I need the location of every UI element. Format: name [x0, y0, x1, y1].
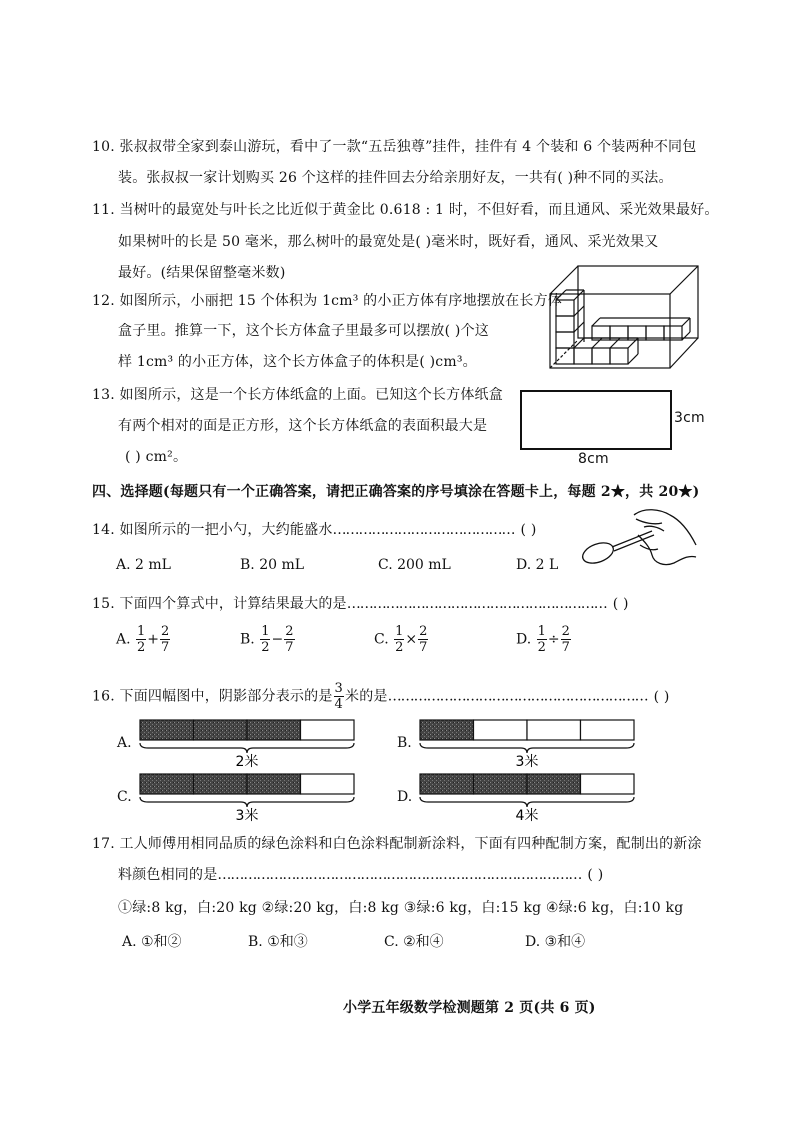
q14-stem-text: 14. 如图所示的一把小勺，大约能盛水	[92, 522, 333, 538]
empty-cell	[527, 720, 581, 740]
q15-option-d[interactable]	[516, 625, 572, 654]
q11-line3: 最好。(结果保留整毫米数)	[118, 265, 286, 281]
q16-bar-figures	[110, 714, 650, 824]
empty-cell	[301, 720, 355, 740]
q10-line1: 10. 张叔叔带全家到泰山游玩，看中了一款“五岳独尊”挂件，挂件有 4 个装和 6 个装两种不同包	[92, 139, 697, 155]
fraction-2: $\frac{2}{7}$	[419, 624, 428, 655]
q16-fraction: $\frac{3}{4}$	[334, 681, 343, 712]
empty-cell	[301, 774, 355, 794]
cuboid-box-figure	[546, 262, 702, 374]
operator: −	[271, 631, 284, 648]
q14-option-d[interactable]: D. 2 L	[516, 557, 559, 573]
shaded-cell	[194, 774, 248, 794]
shaded-cell	[420, 774, 474, 794]
q13-line2: 有两个相对的面是正方形，这个长方体纸盒的表面积最大是	[118, 418, 488, 434]
option-letter: A.	[116, 631, 131, 648]
q13-line1: 13. 如图所示，这是一个长方体纸盒的上面。已知这个长方体纸盒	[92, 387, 503, 403]
q17-answer-paren: ( )	[587, 867, 604, 883]
q17-line2-wrap	[118, 864, 603, 884]
empty-cell	[474, 720, 528, 740]
q14-option-a[interactable]: A. 2 mL	[116, 557, 171, 573]
q14-dots: ……………………………………	[332, 522, 515, 538]
shaded-cell	[194, 720, 248, 740]
length-label: 3米	[235, 808, 259, 824]
q12-line2: 盒子里。推算一下，这个长方体盒子里最多可以摆放( )个这	[118, 323, 489, 339]
q12-line1: 12. 如图所示，小丽把 15 个体积为 1cm³ 的小正方体有序地摆放在长方体	[92, 293, 562, 309]
length-brace	[420, 797, 634, 807]
shaded-cell	[420, 720, 474, 740]
q14-answer-paren: ( )	[520, 522, 537, 538]
q16-option-c[interactable]: C.	[117, 789, 132, 805]
q16-stem	[92, 682, 670, 711]
page-footer: 小学五年级数学检测题第 2 页(共 6 页)	[343, 1000, 596, 1016]
empty-cell	[581, 720, 635, 740]
q10-line2: 装。张叔叔一家计划购买 26 个这样的挂件回去分给亲朋好友，一共有( )种不同的买法。	[118, 170, 673, 186]
q17-line1: 17. 工人师傅用相同品质的绿色涂料和白色涂料配制新涂料，下面有四种配制方案，配制出的新涂	[92, 836, 702, 852]
q12-line3: 样 1cm³ 的小正方体，这个长方体盒子的体积是( )cm³。	[118, 354, 477, 370]
fraction-1: $\frac{1}{2}$	[537, 624, 546, 655]
operator: +	[147, 631, 160, 648]
q16-option-b[interactable]: B.	[397, 735, 412, 751]
q16-answer-paren: ( )	[653, 688, 670, 705]
q17-line2: 料颜色相同的是	[118, 867, 218, 883]
empty-cell	[581, 774, 635, 794]
q16-stem-post: 米的是	[345, 688, 388, 705]
shaded-cell	[474, 774, 528, 794]
q16-stem-pre: 16. 下面四幅图中，阴影部分表示的是	[92, 688, 333, 705]
length-brace	[140, 743, 354, 753]
fraction-2: $\frac{2}{7}$	[285, 624, 294, 655]
length-label: 4米	[515, 808, 539, 824]
q11-line2: 如果树叶的长是 50 毫米，那么树叶的最宽处是( )毫米时，既好看，通风、采光效果又	[118, 234, 659, 250]
option-letter: D.	[516, 631, 532, 648]
option-letter: C.	[374, 631, 389, 648]
q14-stem	[92, 519, 537, 539]
length-brace	[420, 743, 634, 753]
option-letter: B.	[240, 631, 255, 648]
q15-stem-text: 15. 下面四个算式中，计算结果最大的是	[92, 596, 347, 612]
q16-dots: ……………………………………………………	[387, 688, 648, 705]
q15-option-b[interactable]	[240, 625, 296, 654]
q16-option-a[interactable]: A.	[117, 735, 132, 751]
q17-option-b[interactable]: B. ①和③	[248, 934, 308, 950]
fraction-2: $\frac{2}{7}$	[561, 624, 570, 655]
shaded-cell	[247, 720, 301, 740]
spoon-in-hand-figure	[578, 505, 702, 577]
q17-dots: …………………………………………………………………………	[217, 867, 582, 883]
shaded-cell	[247, 774, 301, 794]
fraction-2: $\frac{2}{7}$	[161, 624, 170, 655]
q13-line3: ( ) cm²。	[125, 449, 188, 465]
q11-line1: 11. 当树叶的最宽处与叶长之比近似于黄金比 0.618 : 1 时，不但好看，而且通风、采光效果最好。	[92, 202, 719, 218]
shaded-cell	[527, 774, 581, 794]
q16-option-d[interactable]: D.	[397, 789, 413, 805]
height-label: 3cm	[674, 410, 705, 426]
q15-option-a[interactable]	[116, 625, 171, 654]
fraction-1: $\frac{1}{2}$	[137, 624, 146, 655]
q14-option-c[interactable]: C. 200 mL	[378, 557, 451, 573]
q17-option-c[interactable]: C. ②和④	[384, 934, 444, 950]
q17-option-a[interactable]: A. ①和②	[122, 934, 182, 950]
shaded-cell	[140, 720, 194, 740]
fraction-1: $\frac{1}{2}$	[395, 624, 404, 655]
operator: ×	[405, 631, 418, 648]
q14-option-b[interactable]: B. 20 mL	[240, 557, 305, 573]
length-label: 3米	[515, 754, 539, 770]
section-heading: 四、选择题(每题只有一个正确答案，请把正确答案的序号填涂在答题卡上，每题 2★，共 20★)	[92, 484, 700, 500]
q15-stem	[92, 593, 629, 613]
operator: ÷	[547, 631, 560, 648]
shaded-cell	[140, 774, 194, 794]
box-top-rectangle	[520, 390, 672, 450]
q15-option-c[interactable]	[374, 625, 429, 654]
q17-plans: ①绿:8 kg，白:20 kg ②绿:20 kg，白:8 kg ③绿:6 kg，白:15 kg ④绿:6 kg，白:10 kg	[118, 900, 684, 916]
length-label: 2米	[235, 754, 259, 770]
q15-answer-paren: ( )	[612, 596, 629, 612]
fraction-1: $\frac{1}{2}$	[261, 624, 270, 655]
width-label: 8cm	[578, 451, 609, 467]
q17-option-d[interactable]: D. ③和④	[525, 934, 586, 950]
length-brace	[140, 797, 354, 807]
q15-dots: ……………………………………………………	[346, 596, 607, 612]
